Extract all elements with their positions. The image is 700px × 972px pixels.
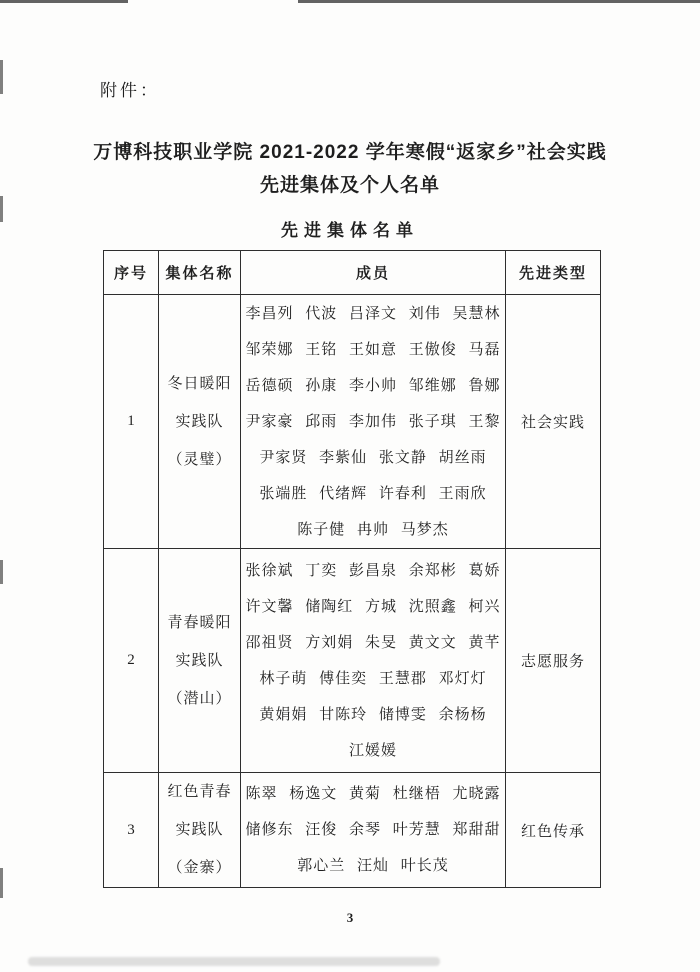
cell-advanced-type: 志愿服务: [506, 549, 601, 773]
scan-artifact-bottom-smudge: [28, 957, 440, 966]
cell-collective-name: [159, 295, 241, 549]
collective-name-line: （潜山）: [167, 690, 232, 707]
page-number: 3: [346, 910, 354, 925]
collective-name-line: 实践队: [175, 413, 224, 430]
cell-serial-number: 2: [104, 549, 159, 773]
member-names-line: 尹家豪 邱雨 李加伟 张子琪 王黎: [245, 413, 501, 430]
member-names-line: 郭心兰 汪灿 叶长茂: [297, 858, 449, 874]
member-names-line: 尹家贤 李紫仙 张文静 胡丝雨: [259, 449, 487, 466]
header-collective-name: 集体名称: [159, 251, 241, 295]
cell-advanced-type: 红色传承: [506, 773, 601, 888]
cell-members: [241, 773, 506, 888]
collective-name-line: （灵璧）: [167, 451, 232, 468]
member-names-line: 黄娟娟 甘陈玲 储博雯 余杨杨: [259, 706, 487, 723]
collective-name-line: 实践队: [175, 822, 224, 838]
member-names-line: 储修东 汪俊 余琴 叶芳慧 郑甜甜: [245, 822, 501, 838]
header-advanced-type: 先进类型: [506, 251, 601, 295]
document-title-line1: 万博科技职业学院 2021-2022 学年寒假“返家乡”社会实践: [93, 142, 607, 163]
scan-artifact-top-edge: [0, 0, 128, 3]
member-names-line: 李昌列 代波 吕泽文 刘伟 吴慧林: [245, 305, 501, 322]
cell-members: [241, 295, 506, 549]
document-title-line2: 先进集体及个人名单: [259, 175, 440, 196]
member-names-line: 邹荣娜 王铭 王如意 王傲俊 马磊: [245, 341, 501, 358]
document-title: [55, 136, 645, 202]
table-row: [104, 773, 601, 888]
table-row: [104, 549, 601, 773]
cell-advanced-type: 社会实践: [506, 295, 601, 549]
collective-name-line: 红色青春: [167, 784, 232, 800]
member-names-line: 江媛媛: [348, 742, 397, 759]
scan-artifact-left-edge: [0, 868, 3, 898]
member-names-line: 邵祖贤 方刘娟 朱旻 黄文文 黄芊: [245, 634, 501, 651]
attachment-label: 附件：: [100, 81, 160, 100]
collective-name-line: 冬日暖阳: [167, 375, 232, 392]
table-row: [104, 295, 601, 549]
member-names-line: 陈翠 杨逸文 黄菊 杜继梧 尤晓露: [245, 786, 501, 802]
header-serial-number: 序号: [104, 251, 159, 295]
member-names-line: 张端胜 代绪辉 许春利 王雨欣: [259, 485, 487, 502]
member-names-line: 张徐斌 丁奕 彭昌泉 余郑彬 葛娇: [245, 562, 501, 579]
cell-serial-number: 3: [104, 773, 159, 888]
table-header-row: [104, 251, 601, 295]
scan-artifact-top-edge: [298, 0, 700, 3]
scan-artifact-left-edge: [0, 560, 3, 584]
collective-name-line: 青春暖阳: [167, 614, 232, 631]
member-names-line: 岳德硕 孙康 李小帅 邹维娜 鲁娜: [245, 377, 501, 394]
cell-collective-name: [159, 773, 241, 888]
collective-name-line: （金寨）: [167, 860, 232, 876]
member-names-line: 许文馨 储陶红 方城 沈照鑫 柯兴: [245, 598, 501, 615]
member-names-line: 林子萌 傅佳奕 王慧郡 邓灯灯: [259, 670, 487, 687]
collective-name-line: 实践队: [175, 652, 224, 669]
header-members: 成员: [241, 251, 506, 295]
cell-serial-number: 1: [104, 295, 159, 549]
member-names-line: 陈子健 冉帅 马梦杰: [297, 521, 449, 538]
advanced-collectives-table: [103, 250, 601, 888]
scan-artifact-left-edge: [0, 60, 3, 94]
cell-members: [241, 549, 506, 773]
cell-collective-name: [159, 549, 241, 773]
section-title: 先进集体名单: [281, 221, 419, 240]
